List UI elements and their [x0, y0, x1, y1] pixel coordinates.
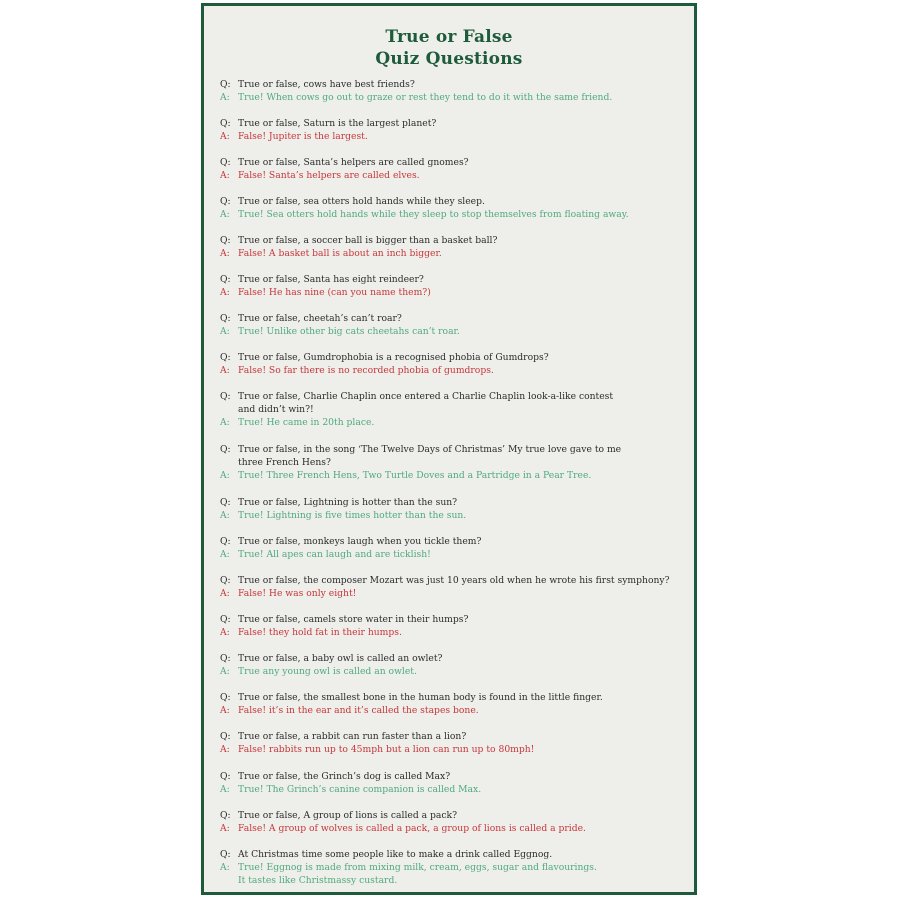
qa-item [220, 234, 688, 260]
question-text: True or false, a baby owl is called an owlet? [238, 653, 443, 664]
question-row [220, 691, 688, 704]
answer-row [220, 469, 688, 482]
answer-prefix: A: [220, 287, 230, 298]
qa-item [220, 156, 688, 182]
answer-prefix: A: [220, 627, 230, 638]
answer-text: True! Eggnog is made from mixing milk, cream, eggs, sugar and flavourings. It tastes like Christmassy custard. [238, 862, 597, 886]
answer-text: False! they hold fat in their humps. [238, 627, 402, 638]
question-prefix: Q: [220, 731, 231, 742]
answer-row [220, 364, 688, 377]
question-prefix: Q: [220, 653, 231, 664]
answer-row [220, 509, 688, 522]
answer-text: False! it’s in the ear and it’s called the stapes bone. [238, 705, 479, 716]
answer-prefix: A: [220, 326, 230, 337]
answer-row [220, 548, 688, 561]
answer-text: True! He came in 20th place. [238, 417, 375, 428]
question-text: True or false, sea otters hold hands while they sleep. [238, 196, 485, 207]
question-text: At Christmas time some people like to make a drink called Eggnog. [238, 849, 553, 860]
question-prefix: Q: [220, 444, 231, 455]
answer-prefix: A: [220, 666, 230, 677]
question-prefix: Q: [220, 692, 231, 703]
answer-row [220, 704, 688, 717]
qa-item [220, 809, 688, 835]
answer-row [220, 743, 688, 756]
qa-item [220, 273, 688, 299]
answer-text: False! So far there is no recorded phobia of gumdrops. [238, 365, 494, 376]
question-row [220, 390, 688, 416]
answer-text: False! He was only eight! [238, 588, 357, 599]
question-text: True or false, the Grinch’s dog is called Max? [238, 771, 451, 782]
answer-text: True! Sea otters hold hands while they sleep to stop themselves from floating away. [238, 209, 629, 220]
answer-row [220, 325, 688, 338]
question-prefix: Q: [220, 313, 231, 324]
question-text: True or false, A group of lions is called a pack? [238, 810, 458, 821]
title-line-2: Quiz Questions [375, 49, 523, 69]
qa-item [220, 848, 688, 887]
answer-row [220, 626, 688, 639]
question-text: True or false, monkeys laugh when you tickle them? [238, 536, 482, 547]
answer-text: False! A group of wolves is called a pack, a group of lions is called a pride. [238, 823, 586, 834]
question-prefix: Q: [220, 575, 231, 586]
question-row [220, 312, 688, 325]
question-row [220, 613, 688, 626]
qa-item [220, 496, 688, 522]
answer-text: True! The Grinch’s canine companion is called Max. [238, 784, 482, 795]
answer-text: True! Three French Hens, Two Turtle Doves and a Partridge in a Pear Tree. [238, 470, 592, 481]
qa-item [220, 691, 688, 717]
question-row [220, 809, 688, 822]
question-text: True or false, Saturn is the largest planet? [238, 118, 437, 129]
question-text: True or false, the composer Mozart was just 10 years old when he wrote his first symphony? [238, 575, 670, 586]
question-row [220, 273, 688, 286]
answer-prefix: A: [220, 131, 230, 142]
answer-row [220, 822, 688, 835]
question-row [220, 574, 688, 587]
answer-prefix: A: [220, 365, 230, 376]
answer-text: False! A basket ball is about an inch bigger. [238, 248, 442, 259]
question-text: True or false, a rabbit can run faster than a lion? [238, 731, 467, 742]
question-prefix: Q: [220, 849, 231, 860]
answer-row [220, 247, 688, 260]
answer-prefix: A: [220, 92, 230, 103]
qa-item [220, 652, 688, 678]
qa-item [220, 443, 688, 482]
qa-item [220, 574, 688, 600]
question-row [220, 443, 688, 469]
qa-item [220, 351, 688, 377]
answer-text: False! Jupiter is the largest. [238, 131, 368, 142]
answer-prefix: A: [220, 170, 230, 181]
question-text: True or false, Charlie Chaplin once entered a Charlie Chaplin look-a-like contest and didn’t win?! [238, 391, 614, 415]
answer-prefix: A: [220, 784, 230, 795]
question-prefix: Q: [220, 274, 231, 285]
qa-item [220, 195, 688, 221]
question-text: True or false, Santa’s helpers are called gnomes? [238, 157, 469, 168]
answer-row [220, 416, 688, 429]
answer-row [220, 783, 688, 796]
question-text: True or false, the smallest bone in the human body is found in the little finger. [238, 692, 603, 703]
question-text: True or false, camels store water in their humps? [238, 614, 469, 625]
answer-row [220, 91, 688, 104]
qa-item [220, 117, 688, 143]
question-prefix: Q: [220, 352, 231, 363]
answer-row [220, 861, 688, 887]
answer-prefix: A: [220, 705, 230, 716]
question-row [220, 652, 688, 665]
question-prefix: Q: [220, 79, 231, 90]
question-prefix: Q: [220, 235, 231, 246]
answer-prefix: A: [220, 823, 230, 834]
question-row [220, 156, 688, 169]
question-row [220, 234, 688, 247]
answer-prefix: A: [220, 862, 230, 873]
question-row [220, 730, 688, 743]
answer-text: False! rabbits run up to 45mph but a lion can run up to 80mph! [238, 744, 535, 755]
question-prefix: Q: [220, 118, 231, 129]
answer-prefix: A: [220, 248, 230, 259]
question-text: True or false, Santa has eight reindeer? [238, 274, 424, 285]
question-text: True or false, Gumdrophobia is a recognised phobia of Gumdrops? [238, 352, 549, 363]
answer-prefix: A: [220, 588, 230, 599]
question-text: True or false, in the song ‘The Twelve Days of Christmas’ My true love gave to me three French Hens? [238, 444, 622, 468]
qa-item [220, 535, 688, 561]
quiz-title [204, 26, 694, 70]
question-prefix: Q: [220, 536, 231, 547]
qa-item [220, 78, 688, 104]
answer-text: True! When cows go out to graze or rest they tend to do it with the same friend. [238, 92, 613, 103]
question-row [220, 351, 688, 364]
answer-prefix: A: [220, 510, 230, 521]
answer-text: False! Santa’s helpers are called elves. [238, 170, 420, 181]
question-text: True or false, cheetah’s can’t roar? [238, 313, 402, 324]
question-prefix: Q: [220, 391, 231, 402]
question-prefix: Q: [220, 196, 231, 207]
qa-item [220, 730, 688, 756]
question-prefix: Q: [220, 497, 231, 508]
qa-item [220, 312, 688, 338]
question-prefix: Q: [220, 157, 231, 168]
answer-row [220, 130, 688, 143]
question-row [220, 535, 688, 548]
answer-text: True! Unlike other big cats cheetahs can’t roar. [238, 326, 460, 337]
answer-prefix: A: [220, 417, 230, 428]
question-text: True or false, cows have best friends? [238, 79, 415, 90]
answer-text: True! All apes can laugh and are ticklish! [238, 549, 431, 560]
question-text: True or false, Lightning is hotter than the sun? [238, 497, 458, 508]
answer-text: False! He has nine (can you name them?) [238, 287, 431, 298]
question-row [220, 848, 688, 861]
question-prefix: Q: [220, 810, 231, 821]
answer-prefix: A: [220, 470, 230, 481]
answer-row [220, 587, 688, 600]
qa-item [220, 390, 688, 429]
question-prefix: Q: [220, 771, 231, 782]
quiz-card [201, 3, 697, 895]
answer-prefix: A: [220, 209, 230, 220]
question-row [220, 496, 688, 509]
answer-prefix: A: [220, 744, 230, 755]
qa-item [220, 613, 688, 639]
question-row [220, 770, 688, 783]
question-row [220, 78, 688, 91]
answer-row [220, 665, 688, 678]
question-text: True or false, a soccer ball is bigger than a basket ball? [238, 235, 498, 246]
title-line-1: True or False [385, 27, 513, 47]
answer-row [220, 286, 688, 299]
question-row [220, 117, 688, 130]
answer-prefix: A: [220, 549, 230, 560]
answer-row [220, 208, 688, 221]
answer-text: True any young owl is called an owlet. [238, 666, 417, 677]
question-row [220, 195, 688, 208]
answer-text: True! Lightning is five times hotter than the sun. [238, 510, 467, 521]
question-prefix: Q: [220, 614, 231, 625]
answer-row [220, 169, 688, 182]
qa-item [220, 770, 688, 796]
